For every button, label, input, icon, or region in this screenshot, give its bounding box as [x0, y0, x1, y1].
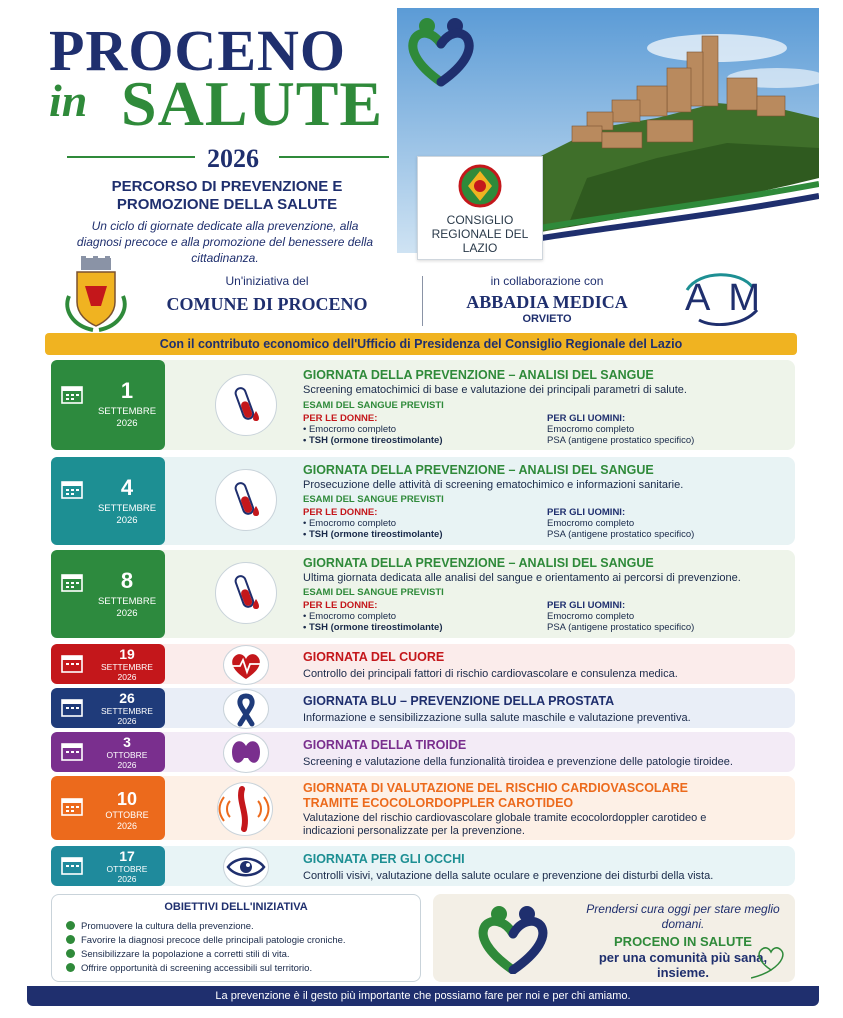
date-box [51, 360, 165, 450]
eye-icon [223, 847, 269, 887]
event-day: 4 [120, 475, 134, 500]
event-description: Ultima giornata dedicata alle analisi del sangue e orientamento ai percorsi di prevenzione. [303, 572, 741, 584]
men-item-1: Emocromo completo [547, 611, 635, 622]
event-day: 17 [119, 848, 135, 864]
men-label: PER GLI UOMINI: [547, 600, 626, 611]
closing-box [433, 894, 795, 982]
objectives-box [51, 894, 421, 982]
year: 2026 [207, 144, 259, 173]
women-label: PER LE DONNE: [303, 413, 378, 424]
year-divider-left [67, 156, 195, 158]
date-box [51, 732, 165, 772]
event-card-4 [51, 644, 795, 684]
event-year: 2026 [117, 672, 137, 682]
collaboration-city: ORVIETO [522, 313, 572, 325]
event-day: 8 [120, 568, 134, 593]
men-item-2: PSA (antigene prostatico specifico) [547, 622, 695, 633]
date-box [51, 776, 165, 840]
check-icon [66, 949, 75, 958]
intro-text: Un ciclo di giornate dedicate alla prevenzione, alla diagnosi precoce e alla promozione del benessere della cittadinanza. [76, 219, 374, 265]
subtitle: PERCORSO DI PREVENZIONE E PROMOZIONE DELLA SALUTE [111, 178, 343, 213]
event-day: 3 [123, 734, 131, 750]
collaboration-name: ABBADIA MEDICA [466, 292, 628, 312]
blood-test-tube-icon [215, 469, 277, 531]
title-proceno: PROCENO [49, 18, 346, 83]
carotid-artery-icon [217, 782, 273, 836]
council-logo-text: CONSIGLIO REGIONALE DEL LAZIO [431, 213, 529, 255]
event-card-8 [51, 846, 795, 886]
event-card-6 [51, 732, 795, 772]
event-description: Valutazione del rischio cardiovascolare globale tramite ecocolordoppler carotideo e indicazioni personalizzate per la prevenzione. [303, 812, 707, 837]
event-title: GIORNATA DI VALUTAZIONE DEL RISCHIO CARDIOVASCOLARE TRAMITE ECOCOLORDOPPLER CAROTIDEO [303, 781, 688, 810]
objective-text: Favorire la diagnosi precoce delle principali patologie croniche. [81, 935, 346, 946]
thyroid-icon [223, 733, 269, 773]
event-month: OTTOBRE [106, 864, 148, 874]
event-month: SETTEMBRE [97, 406, 157, 417]
men-item-2: PSA (antigene prostatico specifico) [547, 435, 695, 446]
event-title: GIORNATA DEL CUORE [303, 650, 445, 664]
calendar-icon [61, 479, 83, 499]
footer-bar: La prevenzione è il gesto più importante che possiamo fare per noi e per chi amiamo. [27, 986, 819, 1006]
objective-text: Promuovere la cultura della prevenzione. [81, 921, 254, 932]
objective-item [66, 921, 254, 933]
heart-line-icon [751, 940, 791, 980]
closing-italic-text: Prendersi cura oggi per stare meglio domani. [586, 902, 780, 931]
calendar-icon [61, 855, 83, 875]
women-item-2: • TSH (ormone tireostimolante) [303, 622, 443, 633]
women-label: PER LE DONNE: [303, 600, 378, 611]
event-description: Screening ematochimici di base e valutazione dei principali parametri di salute. [303, 384, 687, 396]
year-divider-right [279, 156, 389, 158]
event-year: 2026 [116, 418, 138, 429]
abbadia-medica-logo-letters: AM [685, 277, 778, 319]
closing-brand: PROCENO IN SALUTE [614, 934, 752, 949]
women-item-2: • TSH (ormone tireostimolante) [303, 435, 443, 446]
men-item-1: Emocromo completo [547, 518, 635, 529]
women-item-1: • Emocromo completo [303, 518, 397, 529]
event-card-2 [51, 457, 795, 545]
event-title: GIORNATA PER GLI OCCHI [303, 852, 465, 866]
event-description: Screening e valutazione della funzionalità tiroidea e prevenzione delle patologie tiroidee. [303, 756, 733, 768]
initiative-divider [422, 276, 423, 326]
objective-item [66, 935, 346, 947]
closing-tagline: per una comunità più sana, insieme. [598, 950, 768, 980]
event-month: SETTEMBRE [101, 662, 153, 672]
initiative-name: COMUNE DI PROCENO [166, 294, 368, 314]
event-year: 2026 [116, 515, 138, 526]
abbadia-medica-logo [679, 270, 791, 326]
event-month: OTTOBRE [105, 810, 149, 820]
event-description: Informazione e sensibilizzazione sulla salute maschile e valutazione preventiva. [303, 712, 691, 724]
initiative-block [147, 274, 387, 315]
event-description: Prosecuzione delle attività di screening ematochimico e informazioni sanitarie. [303, 479, 684, 491]
calendar-icon [61, 572, 83, 592]
event-card-1 [51, 360, 795, 450]
event-title: GIORNATA DELLA TIROIDE [303, 738, 467, 752]
check-icon [66, 935, 75, 944]
women-item-1: • Emocromo completo [303, 611, 397, 622]
event-day: 26 [119, 690, 135, 706]
heart-pulse-icon [223, 645, 269, 685]
collaboration-block [437, 274, 657, 325]
event-day: 10 [116, 789, 138, 809]
event-month: SETTEMBRE [97, 503, 157, 514]
check-icon [66, 921, 75, 930]
women-label: PER LE DONNE: [303, 507, 378, 518]
event-year: 2026 [117, 874, 137, 884]
date-box [51, 457, 165, 545]
event-year: 2026 [116, 821, 138, 831]
blood-exams-header: ESAMI DEL SANGUE PREVISTI [303, 587, 444, 598]
calendar-icon [61, 384, 83, 404]
event-card-5 [51, 688, 795, 728]
blood-test-tube-icon [215, 374, 277, 436]
funding-banner: Con il contributo economico dell'Ufficio di Presidenza del Consiglio Regionale del Lazio [45, 333, 797, 355]
title-in: in [49, 75, 88, 126]
event-year: 2026 [117, 716, 137, 726]
calendar-icon [61, 653, 83, 673]
calendar-icon [61, 796, 83, 816]
event-description: Controllo dei principali fattori di rischio cardiovascolare e consulenza medica. [303, 668, 678, 680]
blood-exams-header: ESAMI DEL SANGUE PREVISTI [303, 494, 444, 505]
heart-people-logo-icon [473, 904, 553, 974]
council-emblem-icon [456, 163, 504, 209]
men-item-2: PSA (antigene prostatico specifico) [547, 529, 695, 540]
date-box [51, 644, 165, 684]
date-box [51, 688, 165, 728]
objective-text: Offrire opportunità di screening accessibili sul territorio. [81, 963, 313, 974]
women-item-1: • Emocromo completo [303, 424, 397, 435]
event-month: SETTEMBRE [97, 596, 157, 607]
event-title: GIORNATA DELLA PREVENZIONE – ANALISI DEL SANGUE [303, 463, 654, 477]
heart-people-logo-icon [405, 14, 477, 88]
event-day: 19 [119, 646, 135, 662]
check-icon [66, 963, 75, 972]
event-card-7 [51, 776, 795, 840]
men-item-1: Emocromo completo [547, 424, 635, 435]
date-box [51, 846, 165, 886]
event-title: GIORNATA DELLA PREVENZIONE – ANALISI DEL SANGUE [303, 556, 654, 570]
initiative-label: Un'iniziativa del [225, 274, 309, 288]
objective-item [66, 949, 290, 961]
calendar-icon [61, 697, 83, 717]
event-card-3 [51, 550, 795, 638]
blood-test-tube-icon [215, 562, 277, 624]
women-item-2: • TSH (ormone tireostimolante) [303, 529, 443, 540]
objectives-title: OBIETTIVI DELL'INIZIATIVA [164, 901, 308, 913]
men-label: PER GLI UOMINI: [547, 413, 626, 424]
date-box [51, 550, 165, 638]
council-logo-box [417, 156, 543, 260]
blood-exams-header: ESAMI DEL SANGUE PREVISTI [303, 400, 444, 411]
event-year: 2026 [116, 608, 138, 619]
event-title: GIORNATA BLU – PREVENZIONE DELLA PROSTATA [303, 694, 615, 708]
poster [27, 8, 819, 1008]
event-day: 1 [120, 378, 134, 403]
blue-ribbon-icon [223, 689, 269, 729]
proceno-coat-of-arms-icon [59, 256, 133, 334]
event-month: OTTOBRE [106, 750, 148, 760]
calendar-icon [61, 741, 83, 761]
men-label: PER GLI UOMINI: [547, 507, 626, 518]
event-title: GIORNATA DELLA PREVENZIONE – ANALISI DEL SANGUE [303, 368, 654, 382]
collaboration-label: in collaborazione con [490, 274, 604, 288]
event-description: Controlli visivi, valutazione della salute oculare e prevenzione dei disturbi della vista. [303, 870, 714, 882]
title-salute: SALUTE [121, 68, 384, 139]
event-year: 2026 [117, 760, 137, 770]
objective-item [66, 963, 312, 975]
objective-text: Sensibilizzare la popolazione a corretti stili di vita. [81, 949, 290, 960]
event-month: SETTEMBRE [101, 706, 153, 716]
